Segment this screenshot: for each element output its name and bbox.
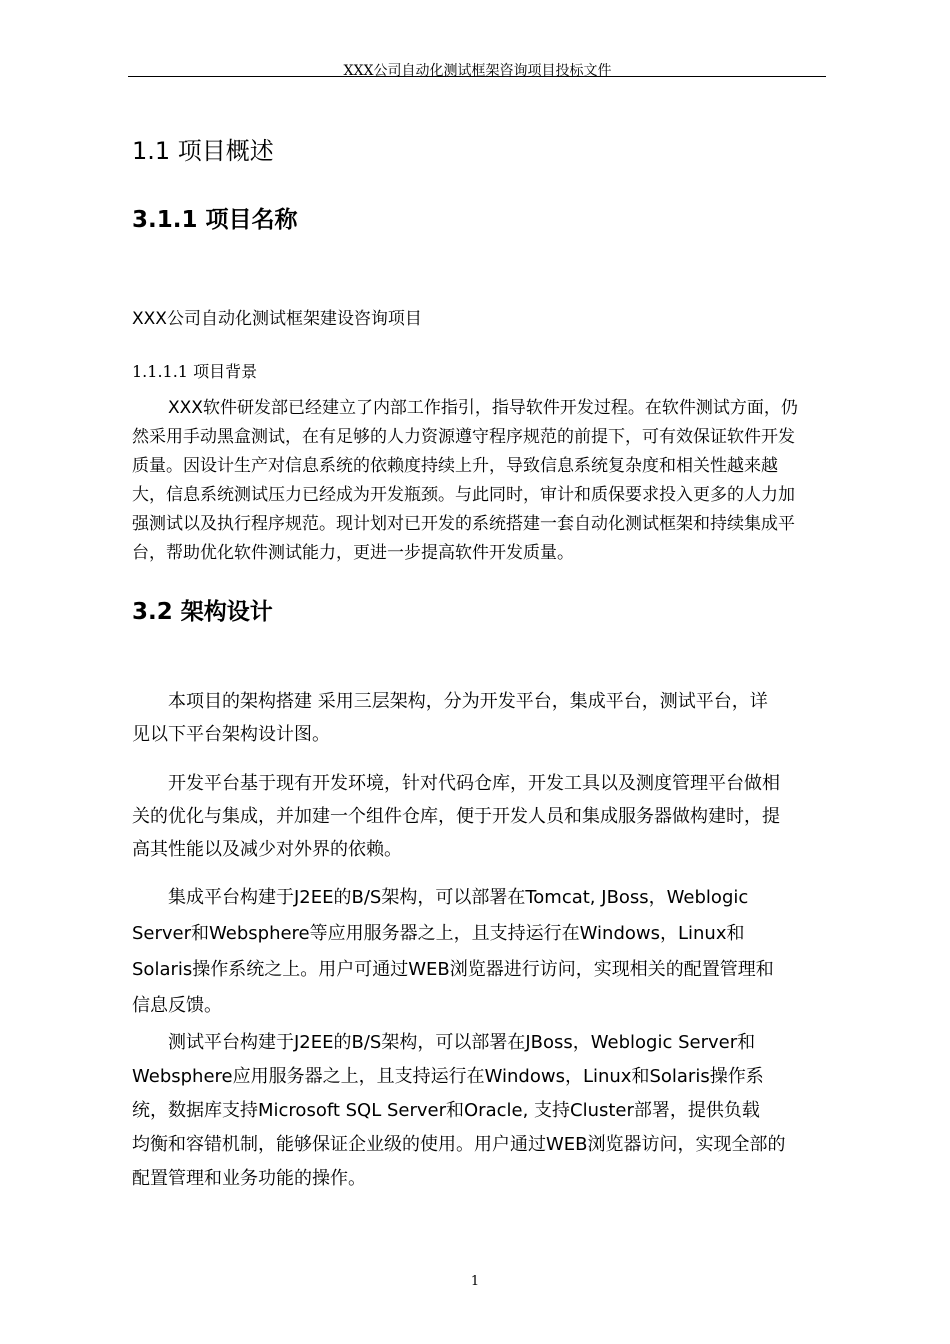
paragraph-line: 质量。因设计生产对信息系统的依赖度持续上升，导致信息系统复杂度和相关性越来越 (132, 456, 778, 476)
section-architecture-title: 3.2 架构设计 (132, 599, 273, 625)
paragraph-line: 集成平台构建于J2EE的B/S架构，可以部署在Tomcat, JBoss，Weblogic (168, 887, 749, 908)
header-divider (128, 76, 826, 77)
architecture-paragraph-1 (132, 685, 827, 751)
architecture-paragraph-2 (132, 767, 827, 866)
paragraph-line: 信息反馈。 (132, 995, 222, 1016)
section-overview-title: 1.1 项目概述 (132, 137, 274, 165)
page-header-title: XXX公司自动化测试框架咨询项目投标文件 (343, 63, 612, 79)
page-number: 1 (470, 1274, 480, 1289)
section-project-name-title: 3.1.1 项目名称 (132, 207, 298, 233)
paragraph-line: Server和Websphere等应用服务器之上，且支持运行在Windows，Linux和 (132, 923, 745, 944)
paragraph-line: 高其性能以及减少对外界的依赖。 (132, 839, 402, 860)
paragraph-line: 大，信息系统测试压力已经成为开发瓶颈。与此同时，审计和质保要求投入更多的人力加 (132, 485, 795, 505)
paragraph-line: 配置管理和业务功能的操作。 (132, 1168, 366, 1189)
project-name-text: XXX公司自动化测试框架建设咨询项目 (132, 309, 422, 329)
architecture-paragraph-4 (132, 1026, 827, 1196)
paragraph-line: 然采用手动黑盒测试，在有足够的人力资源遵守程序规范的前提下，可有效保证软件开发 (132, 427, 795, 447)
paragraph-line: 开发平台基于现有开发环境，针对代码仓库，开发工具以及测度管理平台做相 (168, 773, 780, 794)
background-paragraph (132, 394, 827, 568)
paragraph-line: XXX软件研发部已经建立了内部工作指引，指导软件开发过程。在软件测试方面，仍 (168, 398, 798, 418)
paragraph-line: 测试平台构建于J2EE的B/S架构，可以部署在JBoss，Weblogic Server和 (168, 1032, 756, 1053)
architecture-paragraph-3 (132, 880, 827, 1024)
paragraph-line: 均衡和容错机制，能够保证企业级的使用。用户通过WEB浏览器访问，实现全部的 (132, 1134, 786, 1155)
paragraph-line: 本项目的架构搭建 采用三层架构，分为开发平台，集成平台，测试平台，详 (168, 691, 768, 712)
paragraph-line: Websphere应用服务器之上，且支持运行在Windows，Linux和Solaris操作系 (132, 1066, 764, 1087)
paragraph-line: 台，帮助优化软件测试能力，更进一步提高软件开发质量。 (132, 543, 574, 563)
section-background-title: 1.1.1.1 项目背景 (132, 362, 258, 381)
paragraph-line: 见以下平台架构设计图。 (132, 724, 330, 745)
paragraph-line: Solaris操作系统之上。用户可通过WEB浏览器进行访问，实现相关的配置管理和 (132, 959, 774, 980)
paragraph-line: 统，数据库支持Microsoft SQL Server和Oracle, 支持Cluster部署，提供负载 (132, 1100, 760, 1121)
paragraph-line: 强测试以及执行程序规范。现计划对已开发的系统搭建一套自动化测试框架和持续集成平 (132, 514, 795, 534)
paragraph-line: 关的优化与集成，并加建一个组件仓库，便于开发人员和集成服务器做构建时，提 (132, 806, 780, 827)
